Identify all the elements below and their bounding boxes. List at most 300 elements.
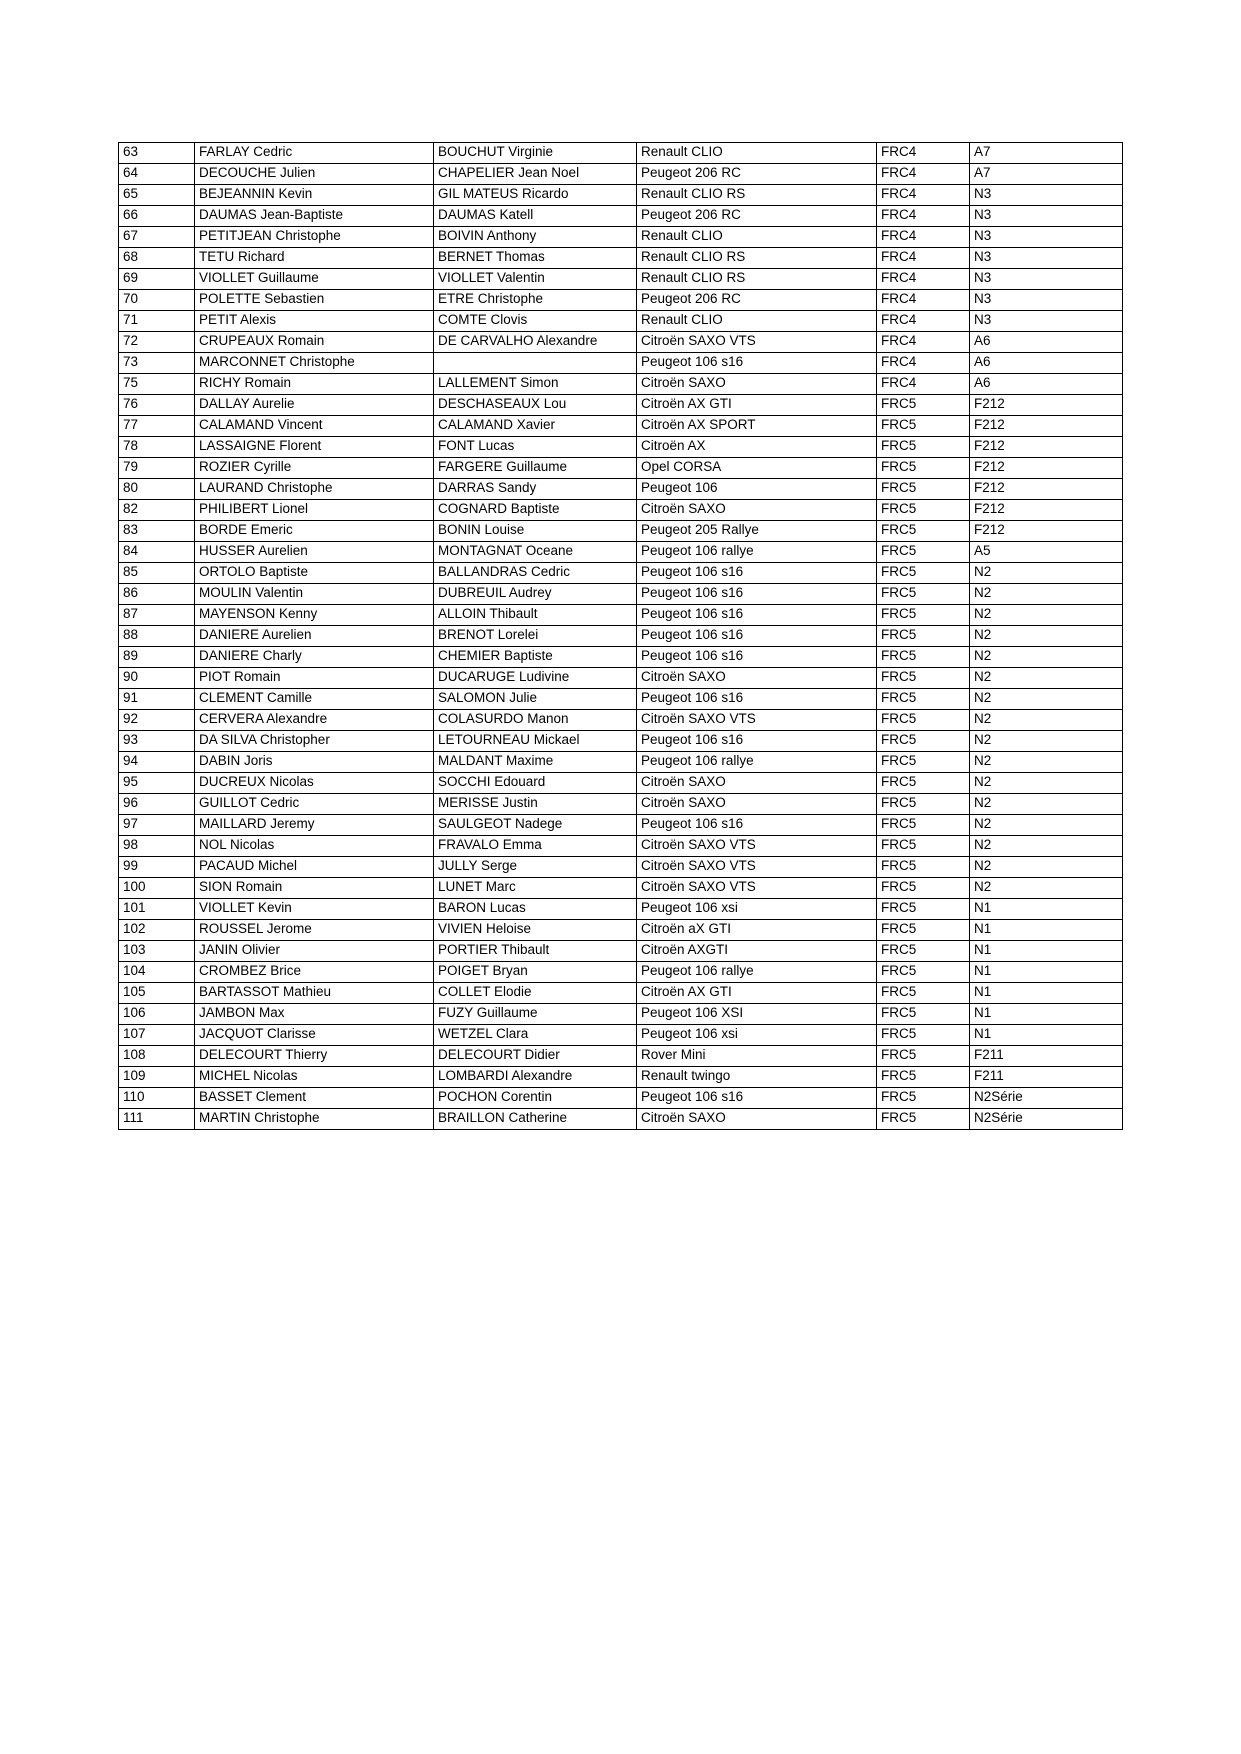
cell-car: Citroën SAXO VTS <box>637 710 877 731</box>
cell-driver: DECOUCHE Julien <box>195 164 434 185</box>
cell-class: N2Série <box>970 1109 1123 1130</box>
cell-group: FRC4 <box>877 290 970 311</box>
cell-class: N3 <box>970 227 1123 248</box>
cell-number: 109 <box>119 1067 195 1088</box>
cell-number: 78 <box>119 437 195 458</box>
cell-group: FRC5 <box>877 521 970 542</box>
cell-group: FRC4 <box>877 311 970 332</box>
cell-group: FRC4 <box>877 206 970 227</box>
table-row <box>119 248 1123 269</box>
table-row <box>119 1046 1123 1067</box>
cell-co-driver: BARON Lucas <box>434 899 637 920</box>
cell-class: N2 <box>970 815 1123 836</box>
cell-class: F212 <box>970 437 1123 458</box>
cell-driver: ORTOLO Baptiste <box>195 563 434 584</box>
cell-group: FRC5 <box>877 668 970 689</box>
cell-driver: DUCREUX Nicolas <box>195 773 434 794</box>
cell-driver: DELECOURT Thierry <box>195 1046 434 1067</box>
cell-group: FRC4 <box>877 164 970 185</box>
cell-co-driver: BOUCHUT Virginie <box>434 143 637 164</box>
cell-driver: ROZIER Cyrille <box>195 458 434 479</box>
cell-co-driver: LETOURNEAU Mickael <box>434 731 637 752</box>
cell-driver: PETIT Alexis <box>195 311 434 332</box>
cell-number: 106 <box>119 1004 195 1025</box>
cell-class: N1 <box>970 920 1123 941</box>
cell-number: 72 <box>119 332 195 353</box>
cell-number: 79 <box>119 458 195 479</box>
table-row <box>119 731 1123 752</box>
cell-co-driver: DELECOURT Didier <box>434 1046 637 1067</box>
cell-number: 108 <box>119 1046 195 1067</box>
cell-co-driver: CHEMIER Baptiste <box>434 647 637 668</box>
cell-car: Peugeot 206 RC <box>637 290 877 311</box>
cell-number: 70 <box>119 290 195 311</box>
table-row <box>119 794 1123 815</box>
cell-car: Citroën AX GTI <box>637 395 877 416</box>
cell-number: 92 <box>119 710 195 731</box>
cell-group: FRC4 <box>877 269 970 290</box>
cell-co-driver: ALLOIN Thibault <box>434 605 637 626</box>
cell-group: FRC5 <box>877 941 970 962</box>
cell-group: FRC5 <box>877 1109 970 1130</box>
cell-class: N3 <box>970 269 1123 290</box>
cell-car: Citroën AXGTI <box>637 941 877 962</box>
cell-class: F211 <box>970 1046 1123 1067</box>
cell-car: Peugeot 106 s16 <box>637 584 877 605</box>
cell-co-driver: BOIVIN Anthony <box>434 227 637 248</box>
table-row <box>119 332 1123 353</box>
cell-driver: DALLAY Aurelie <box>195 395 434 416</box>
cell-class: N1 <box>970 941 1123 962</box>
cell-co-driver: COMTE Clovis <box>434 311 637 332</box>
cell-group: FRC5 <box>877 626 970 647</box>
cell-group: FRC5 <box>877 920 970 941</box>
table-row <box>119 521 1123 542</box>
cell-class: F212 <box>970 521 1123 542</box>
cell-class: N3 <box>970 248 1123 269</box>
cell-driver: MARCONNET Christophe <box>195 353 434 374</box>
cell-group: FRC5 <box>877 542 970 563</box>
cell-class: N2 <box>970 731 1123 752</box>
cell-number: 63 <box>119 143 195 164</box>
cell-group: FRC5 <box>877 437 970 458</box>
cell-number: 94 <box>119 752 195 773</box>
table-row <box>119 185 1123 206</box>
cell-group: FRC5 <box>877 563 970 584</box>
cell-driver: PETITJEAN Christophe <box>195 227 434 248</box>
table-row <box>119 1088 1123 1109</box>
table-row <box>119 458 1123 479</box>
table-row <box>119 353 1123 374</box>
cell-number: 111 <box>119 1109 195 1130</box>
cell-group: FRC4 <box>877 227 970 248</box>
table-row <box>119 983 1123 1004</box>
cell-number: 76 <box>119 395 195 416</box>
cell-driver: PIOT Romain <box>195 668 434 689</box>
cell-group: FRC5 <box>877 500 970 521</box>
table-row <box>119 647 1123 668</box>
cell-class: N2 <box>970 668 1123 689</box>
cell-class: N1 <box>970 962 1123 983</box>
cell-driver: MOULIN Valentin <box>195 584 434 605</box>
cell-class: A6 <box>970 374 1123 395</box>
cell-group: FRC5 <box>877 395 970 416</box>
cell-co-driver: POIGET Bryan <box>434 962 637 983</box>
cell-class: N1 <box>970 1004 1123 1025</box>
cell-class: N1 <box>970 899 1123 920</box>
cell-co-driver: FARGERE Guillaume <box>434 458 637 479</box>
table-row <box>119 857 1123 878</box>
cell-car: Peugeot 206 RC <box>637 164 877 185</box>
cell-co-driver: DUBREUIL Audrey <box>434 584 637 605</box>
cell-number: 96 <box>119 794 195 815</box>
cell-co-driver: LUNET Marc <box>434 878 637 899</box>
table-row <box>119 290 1123 311</box>
cell-co-driver: BERNET Thomas <box>434 248 637 269</box>
cell-driver: PACAUD Michel <box>195 857 434 878</box>
table-row <box>119 227 1123 248</box>
cell-group: FRC5 <box>877 815 970 836</box>
cell-car: Citroën SAXO <box>637 794 877 815</box>
cell-driver: LASSAIGNE Florent <box>195 437 434 458</box>
cell-class: N1 <box>970 1025 1123 1046</box>
table-row <box>119 1067 1123 1088</box>
cell-number: 89 <box>119 647 195 668</box>
cell-car: Peugeot 205 Rallye <box>637 521 877 542</box>
cell-group: FRC4 <box>877 185 970 206</box>
cell-driver: MAILLARD Jeremy <box>195 815 434 836</box>
cell-number: 105 <box>119 983 195 1004</box>
cell-group: FRC5 <box>877 836 970 857</box>
cell-co-driver: POCHON Corentin <box>434 1088 637 1109</box>
cell-car: Renault CLIO RS <box>637 185 877 206</box>
table-row <box>119 668 1123 689</box>
cell-car: Opel CORSA <box>637 458 877 479</box>
table-row <box>119 374 1123 395</box>
table-row <box>119 584 1123 605</box>
cell-car: Peugeot 206 RC <box>637 206 877 227</box>
cell-car: Citroën SAXO <box>637 500 877 521</box>
cell-class: F212 <box>970 395 1123 416</box>
cell-driver: CRUPEAUX Romain <box>195 332 434 353</box>
cell-driver: BORDE Emeric <box>195 521 434 542</box>
cell-car: Renault CLIO <box>637 311 877 332</box>
cell-car: Peugeot 106 s16 <box>637 815 877 836</box>
cell-number: 77 <box>119 416 195 437</box>
cell-group: FRC5 <box>877 731 970 752</box>
table-row <box>119 437 1123 458</box>
cell-co-driver: COGNARD Baptiste <box>434 500 637 521</box>
cell-co-driver: GIL MATEUS Ricardo <box>434 185 637 206</box>
cell-driver: NOL Nicolas <box>195 836 434 857</box>
table-row <box>119 626 1123 647</box>
table-row <box>119 941 1123 962</box>
table-row <box>119 416 1123 437</box>
cell-driver: MICHEL Nicolas <box>195 1067 434 1088</box>
cell-car: Citroën SAXO VTS <box>637 857 877 878</box>
cell-class: A6 <box>970 332 1123 353</box>
cell-driver: JAMBON Max <box>195 1004 434 1025</box>
cell-co-driver: DARRAS Sandy <box>434 479 637 500</box>
table-row <box>119 689 1123 710</box>
cell-driver: GUILLOT Cedric <box>195 794 434 815</box>
cell-number: 103 <box>119 941 195 962</box>
table-row <box>119 1004 1123 1025</box>
cell-driver: LAURAND Christophe <box>195 479 434 500</box>
table-row <box>119 479 1123 500</box>
cell-car: Peugeot 106 s16 <box>637 647 877 668</box>
cell-number: 95 <box>119 773 195 794</box>
cell-driver: DANIERE Aurelien <box>195 626 434 647</box>
cell-number: 67 <box>119 227 195 248</box>
cell-car: Rover Mini <box>637 1046 877 1067</box>
cell-car: Citroën SAXO <box>637 773 877 794</box>
cell-number: 65 <box>119 185 195 206</box>
cell-number: 98 <box>119 836 195 857</box>
cell-class: N2 <box>970 647 1123 668</box>
cell-driver: VIOLLET Guillaume <box>195 269 434 290</box>
cell-co-driver: CALAMAND Xavier <box>434 416 637 437</box>
table-row <box>119 395 1123 416</box>
cell-driver: CLEMENT Camille <box>195 689 434 710</box>
entry-list-table <box>118 142 1123 1130</box>
cell-driver: CERVERA Alexandre <box>195 710 434 731</box>
cell-number: 64 <box>119 164 195 185</box>
cell-car: Peugeot 106 s16 <box>637 605 877 626</box>
cell-group: FRC5 <box>877 1067 970 1088</box>
cell-class: F212 <box>970 479 1123 500</box>
cell-car: Peugeot 106 s16 <box>637 689 877 710</box>
cell-class: N2 <box>970 773 1123 794</box>
cell-group: FRC5 <box>877 899 970 920</box>
cell-group: FRC5 <box>877 689 970 710</box>
cell-driver: PHILIBERT Lionel <box>195 500 434 521</box>
cell-number: 69 <box>119 269 195 290</box>
cell-group: FRC5 <box>877 1046 970 1067</box>
cell-car: Renault CLIO <box>637 143 877 164</box>
cell-group: FRC5 <box>877 416 970 437</box>
cell-driver: MARTIN Christophe <box>195 1109 434 1130</box>
cell-driver: MAYENSON Kenny <box>195 605 434 626</box>
cell-driver: CALAMAND Vincent <box>195 416 434 437</box>
cell-number: 84 <box>119 542 195 563</box>
cell-class: N2 <box>970 794 1123 815</box>
cell-co-driver: SAULGEOT Nadege <box>434 815 637 836</box>
cell-co-driver: MALDANT Maxime <box>434 752 637 773</box>
table-row <box>119 311 1123 332</box>
cell-car: Peugeot 106 s16 <box>637 353 877 374</box>
cell-driver: BEJEANNIN Kevin <box>195 185 434 206</box>
cell-group: FRC5 <box>877 710 970 731</box>
table-row <box>119 962 1123 983</box>
cell-co-driver: MONTAGNAT Oceane <box>434 542 637 563</box>
cell-class: N2 <box>970 605 1123 626</box>
cell-co-driver: FUZY Guillaume <box>434 1004 637 1025</box>
cell-number: 83 <box>119 521 195 542</box>
table-row <box>119 206 1123 227</box>
cell-driver: JANIN Olivier <box>195 941 434 962</box>
cell-number: 82 <box>119 500 195 521</box>
cell-co-driver: LALLEMENT Simon <box>434 374 637 395</box>
cell-group: FRC4 <box>877 248 970 269</box>
cell-class: N3 <box>970 206 1123 227</box>
cell-group: FRC5 <box>877 584 970 605</box>
cell-class: N2 <box>970 752 1123 773</box>
cell-car: Peugeot 106 s16 <box>637 563 877 584</box>
cell-driver: JACQUOT Clarisse <box>195 1025 434 1046</box>
cell-number: 73 <box>119 353 195 374</box>
cell-driver: DAUMAS Jean-Baptiste <box>195 206 434 227</box>
cell-class: N2 <box>970 563 1123 584</box>
cell-class: N2 <box>970 878 1123 899</box>
cell-number: 75 <box>119 374 195 395</box>
table-row <box>119 563 1123 584</box>
cell-group: FRC4 <box>877 332 970 353</box>
cell-number: 85 <box>119 563 195 584</box>
cell-group: FRC5 <box>877 983 970 1004</box>
cell-number: 71 <box>119 311 195 332</box>
cell-car: Peugeot 106 <box>637 479 877 500</box>
cell-car: Peugeot 106 s16 <box>637 731 877 752</box>
cell-co-driver: LOMBARDI Alexandre <box>434 1067 637 1088</box>
table-row <box>119 605 1123 626</box>
cell-co-driver: MERISSE Justin <box>434 794 637 815</box>
cell-class: A5 <box>970 542 1123 563</box>
table-row <box>119 500 1123 521</box>
cell-car: Citroën AX SPORT <box>637 416 877 437</box>
cell-number: 80 <box>119 479 195 500</box>
cell-driver: TETU Richard <box>195 248 434 269</box>
table-row <box>119 269 1123 290</box>
cell-car: Citroën SAXO VTS <box>637 878 877 899</box>
cell-number: 87 <box>119 605 195 626</box>
cell-car: Renault CLIO RS <box>637 269 877 290</box>
cell-car: Citroën aX GTI <box>637 920 877 941</box>
cell-group: FRC4 <box>877 143 970 164</box>
cell-class: F212 <box>970 416 1123 437</box>
cell-class: N2 <box>970 626 1123 647</box>
cell-class: F212 <box>970 458 1123 479</box>
cell-group: FRC5 <box>877 857 970 878</box>
table-row <box>119 1025 1123 1046</box>
cell-co-driver: SALOMON Julie <box>434 689 637 710</box>
cell-car: Renault twingo <box>637 1067 877 1088</box>
cell-co-driver: FRAVALO Emma <box>434 836 637 857</box>
cell-driver: DANIERE Charly <box>195 647 434 668</box>
cell-group: FRC5 <box>877 1088 970 1109</box>
table-row <box>119 899 1123 920</box>
cell-driver: VIOLLET Kevin <box>195 899 434 920</box>
cell-car: Renault CLIO <box>637 227 877 248</box>
cell-number: 93 <box>119 731 195 752</box>
cell-co-driver: PORTIER Thibault <box>434 941 637 962</box>
table-row <box>119 773 1123 794</box>
cell-number: 102 <box>119 920 195 941</box>
cell-car: Citroën SAXO <box>637 668 877 689</box>
entry-list-body <box>119 143 1123 1130</box>
cell-co-driver: DESCHASEAUX Lou <box>434 395 637 416</box>
cell-driver: RICHY Romain <box>195 374 434 395</box>
cell-class: N2 <box>970 836 1123 857</box>
table-row <box>119 815 1123 836</box>
cell-class: N3 <box>970 185 1123 206</box>
cell-co-driver: CHAPELIER Jean Noel <box>434 164 637 185</box>
cell-number: 68 <box>119 248 195 269</box>
cell-class: N2 <box>970 689 1123 710</box>
cell-driver: ROUSSEL Jerome <box>195 920 434 941</box>
cell-co-driver: ETRE Christophe <box>434 290 637 311</box>
cell-co-driver: BRAILLON Catherine <box>434 1109 637 1130</box>
cell-co-driver: VIOLLET Valentin <box>434 269 637 290</box>
cell-car: Citroën SAXO <box>637 1109 877 1130</box>
cell-group: FRC5 <box>877 1025 970 1046</box>
cell-driver: CROMBEZ Brice <box>195 962 434 983</box>
cell-driver: DABIN Joris <box>195 752 434 773</box>
cell-co-driver: COLASURDO Manon <box>434 710 637 731</box>
cell-co-driver: COLLET Elodie <box>434 983 637 1004</box>
table-row <box>119 1109 1123 1130</box>
cell-driver: BARTASSOT Mathieu <box>195 983 434 1004</box>
cell-car: Citroën SAXO <box>637 374 877 395</box>
table-row <box>119 878 1123 899</box>
cell-number: 99 <box>119 857 195 878</box>
cell-number: 66 <box>119 206 195 227</box>
cell-driver: POLETTE Sebastien <box>195 290 434 311</box>
cell-co-driver: SOCCHI Edouard <box>434 773 637 794</box>
cell-class: N1 <box>970 983 1123 1004</box>
cell-group: FRC5 <box>877 1004 970 1025</box>
table-row <box>119 752 1123 773</box>
cell-group: FRC5 <box>877 458 970 479</box>
cell-number: 97 <box>119 815 195 836</box>
table-row <box>119 836 1123 857</box>
cell-co-driver: JULLY Serge <box>434 857 637 878</box>
cell-group: FRC5 <box>877 605 970 626</box>
cell-group: FRC5 <box>877 878 970 899</box>
cell-driver: FARLAY Cedric <box>195 143 434 164</box>
cell-class: N3 <box>970 311 1123 332</box>
cell-car: Citroën AX GTI <box>637 983 877 1004</box>
cell-co-driver: VIVIEN Heloise <box>434 920 637 941</box>
table-row <box>119 710 1123 731</box>
cell-co-driver: DUCARUGE Ludivine <box>434 668 637 689</box>
cell-group: FRC4 <box>877 374 970 395</box>
cell-car: Citroën AX <box>637 437 877 458</box>
cell-car: Citroën SAXO VTS <box>637 836 877 857</box>
cell-number: 91 <box>119 689 195 710</box>
cell-group: FRC5 <box>877 647 970 668</box>
cell-number: 110 <box>119 1088 195 1109</box>
cell-driver: HUSSER Aurelien <box>195 542 434 563</box>
cell-class: N2 <box>970 710 1123 731</box>
cell-co-driver: DAUMAS Katell <box>434 206 637 227</box>
cell-car: Citroën SAXO VTS <box>637 332 877 353</box>
cell-class: A6 <box>970 353 1123 374</box>
table-row <box>119 542 1123 563</box>
cell-driver: SION Romain <box>195 878 434 899</box>
cell-co-driver: DE CARVALHO Alexandre <box>434 332 637 353</box>
cell-number: 107 <box>119 1025 195 1046</box>
cell-car: Peugeot 106 rallye <box>637 542 877 563</box>
cell-car: Peugeot 106 rallye <box>637 962 877 983</box>
cell-car: Peugeot 106 rallye <box>637 752 877 773</box>
cell-car: Peugeot 106 s16 <box>637 1088 877 1109</box>
cell-car: Peugeot 106 xsi <box>637 899 877 920</box>
cell-number: 88 <box>119 626 195 647</box>
cell-number: 101 <box>119 899 195 920</box>
cell-number: 104 <box>119 962 195 983</box>
cell-co-driver: BONIN Louise <box>434 521 637 542</box>
